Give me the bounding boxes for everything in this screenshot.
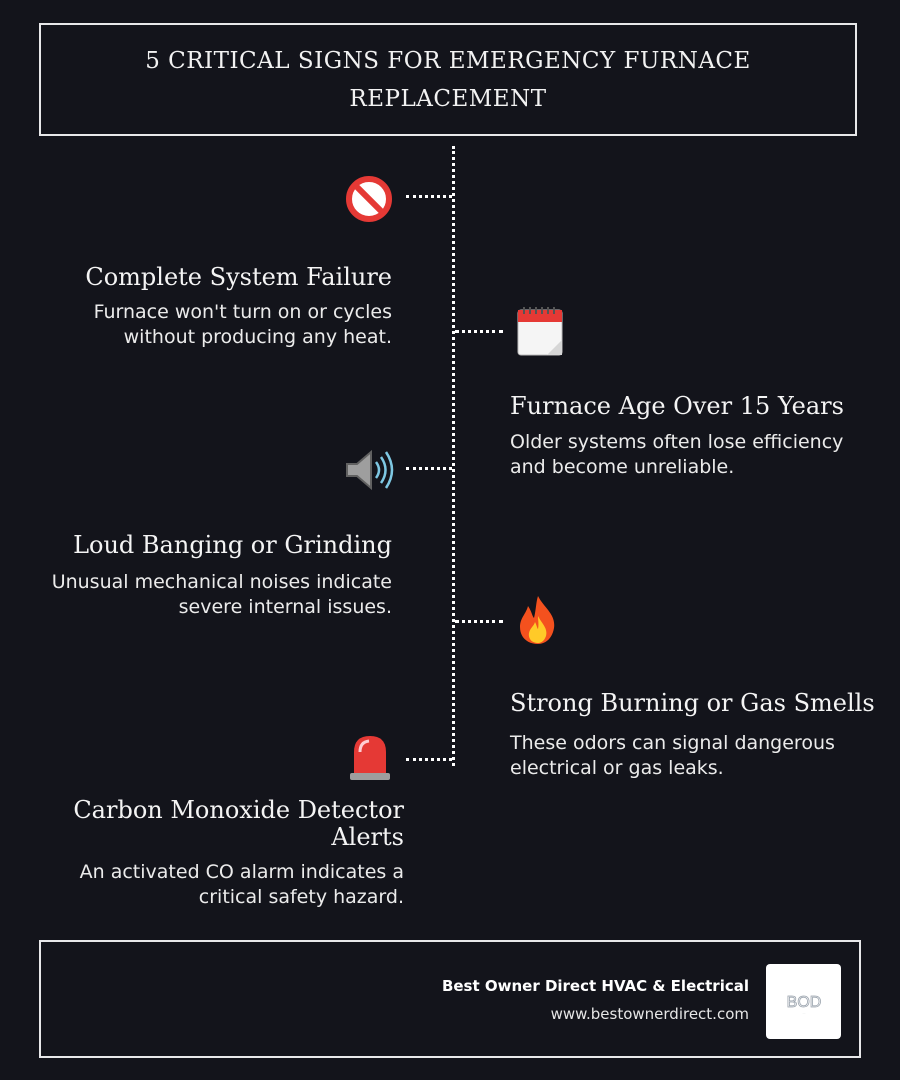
- footer-box: [39, 940, 861, 1058]
- sign-title-2: Furnace Age Over 15 Years: [510, 392, 844, 420]
- sign-description-1: Furnace won't turn on or cycles without producing any heat.: [93, 301, 392, 348]
- company-url[interactable]: www.bestownerdirect.com: [550, 1005, 749, 1023]
- page-title: 5 CRITICAL SIGNS FOR EMERGENCY FURNACE REPLACEMENT: [145, 47, 751, 112]
- no-entry-icon: [343, 173, 395, 225]
- company-name: Best Owner Direct HVAC & Electrical: [441, 977, 749, 995]
- speaker-icon: [343, 444, 395, 496]
- sign-description-2: Older systems often lose efficiency and become unreliable.: [510, 431, 844, 478]
- sign-description-5: An activated CO alarm indicates a critical safety hazard.: [79, 861, 404, 908]
- svg-text:···: ···: [802, 1010, 805, 1015]
- connector-1: [406, 195, 452, 198]
- sign-title-3: Loud Banging or Grinding: [73, 531, 392, 559]
- company-logo: [766, 964, 841, 1039]
- sign-description-3: Unusual mechanical noises indicate severe internal issues.: [51, 571, 392, 618]
- sign-title-4: Strong Burning or Gas Smells: [510, 689, 875, 717]
- connector-4: [455, 620, 503, 623]
- calendar-icon: [514, 305, 566, 357]
- connector-5: [406, 758, 452, 761]
- connector-3: [406, 467, 452, 470]
- sign-title-1: Complete System Failure: [85, 263, 392, 291]
- siren-icon: [344, 730, 396, 782]
- logo-text: BOD: [786, 993, 821, 1011]
- timeline-line: [452, 146, 455, 766]
- fire-icon: [512, 594, 564, 646]
- sign-description-4: These odors can signal dangerous electrical or gas leaks.: [510, 732, 835, 779]
- connector-2: [455, 330, 503, 333]
- sign-title-5: Carbon Monoxide Detector Alerts: [73, 796, 404, 851]
- title-box: [39, 23, 857, 136]
